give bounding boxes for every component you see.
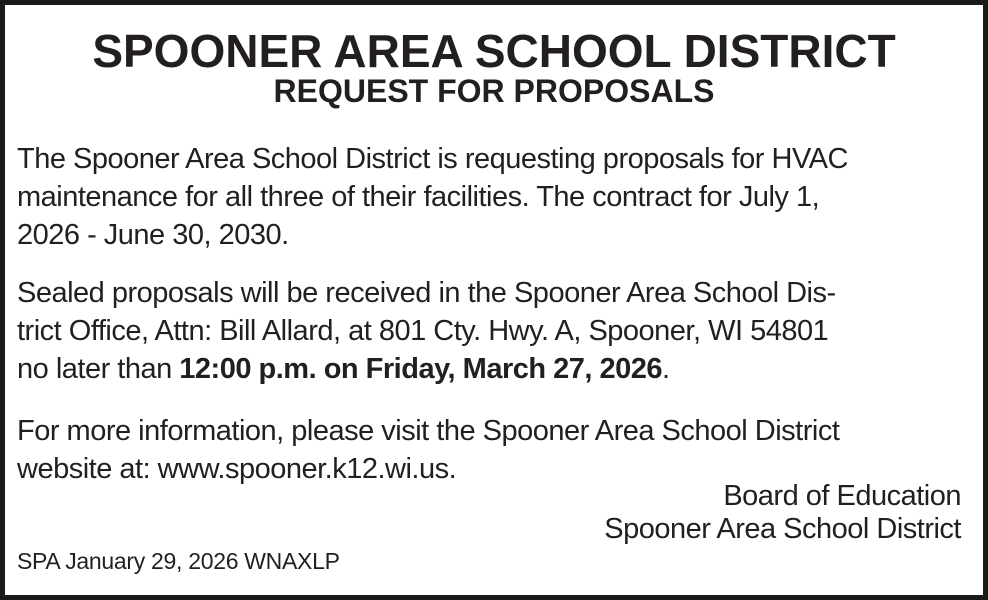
body-line: maintenance for all three of their facilities. The contract for July 1, bbox=[17, 181, 820, 213]
body-line: The Spooner Area School District is requesting proposals for HVAC bbox=[17, 143, 848, 175]
body-line: website at: www.spooner.k12.wi.us. bbox=[17, 453, 457, 485]
body-line: trict Office, Attn: Bill Allard, at 801 Cty. Hwy. A, Spooner, WI 54801 bbox=[17, 315, 829, 347]
signoff-line: Spooner Area School District bbox=[604, 513, 961, 545]
body-line: For more information, please visit the Spooner Area School District bbox=[17, 415, 840, 447]
deadline-prefix: no later than bbox=[17, 353, 180, 385]
paragraph-more-info bbox=[17, 412, 971, 488]
notice-subtitle: REQUEST FOR PROPOSALS bbox=[273, 73, 715, 109]
paragraph-submission bbox=[17, 274, 971, 388]
deadline-line bbox=[17, 350, 971, 388]
deadline-suffix: . bbox=[662, 353, 670, 385]
publication-footer: SPA January 29, 2026 WNAXLP bbox=[17, 548, 340, 574]
body-line: 2026 - June 30, 2030. bbox=[17, 219, 289, 251]
notice-title: SPOONER AREA SCHOOL DISTRICT bbox=[92, 25, 896, 77]
body-line: Sealed proposals will be received in the Spooner Area School Dis- bbox=[17, 277, 836, 309]
deadline-text: 12:00 p.m. on Friday, March 27, 2026 bbox=[179, 353, 663, 385]
signoff-line: Board of Education bbox=[723, 480, 961, 512]
paragraph-intro bbox=[17, 140, 971, 254]
signoff-block bbox=[17, 480, 971, 546]
